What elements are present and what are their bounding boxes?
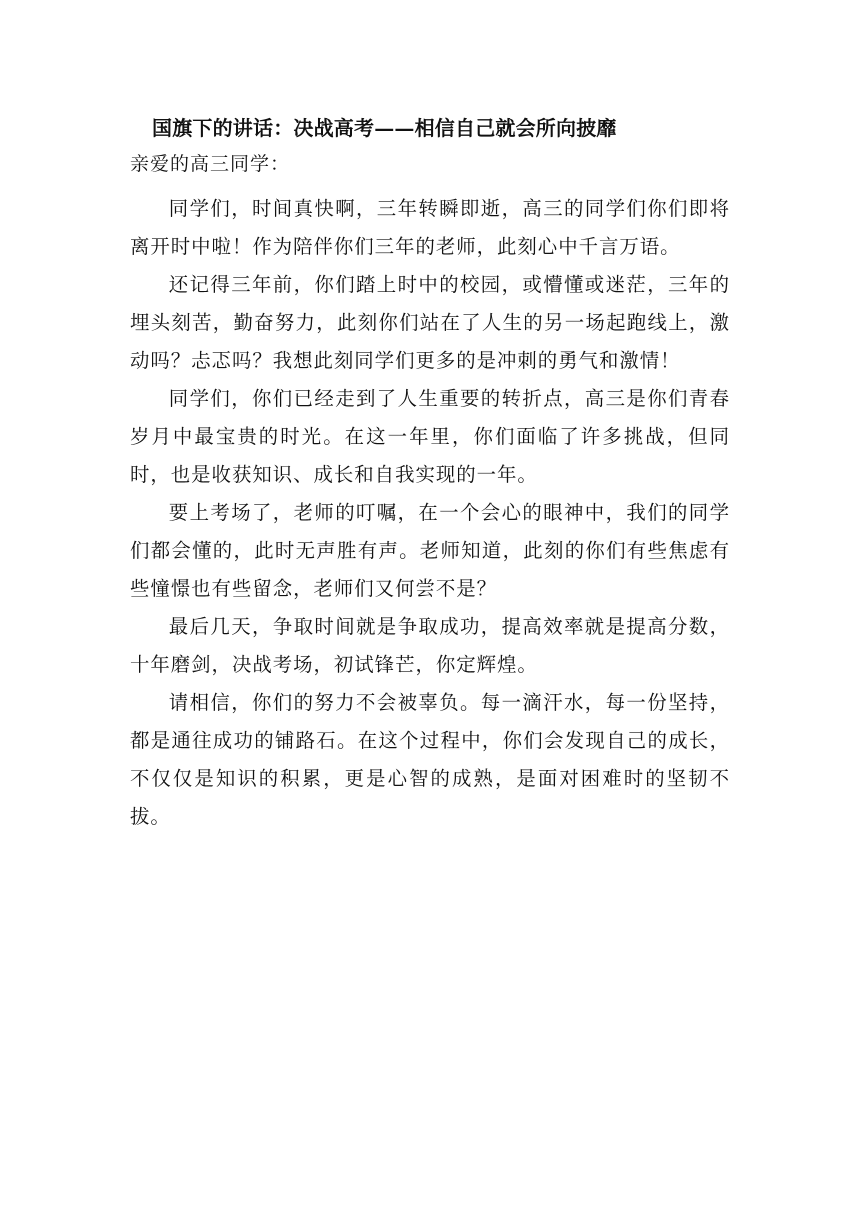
paragraph-2: 还记得三年前，你们踏上时中的校园，或懵懂或迷茫，三年的埋头刻苦，勤奋努力，此刻你们站在了人生的另一场起跑线上，激动吗？忐忑吗？我想此刻同学们更多的是冲刺的勇气和激情！ xyxy=(130,273,730,372)
paragraph-4: 要上考场了，老师的叮嘱，在一个会心的眼神中，我们的同学们都会懂的，此时无声胜有声。老师知道，此刻的你们有些焦虑有些憧憬也有些留念，老师们又何尝不是？ xyxy=(130,501,730,600)
paragraph-5: 最后几天，争取时间就是争取成功，提高效率就是提高分数，十年磨剑，决战考场，初试锋芒，你定辉煌。 xyxy=(130,615,730,676)
document-body xyxy=(130,108,730,836)
paragraph-6: 请相信，你们的努力不会被辜负。每一滴汗水，每一份坚持，都是通往成功的铺路石。在这个过程中，你们会发现自己的成长，不仅仅是知识的积累，更是心智的成熟，是面对困难时的坚韧不拔。 xyxy=(130,691,730,828)
salutation: 亲爱的高三同学： xyxy=(130,153,291,175)
paragraph-3: 同学们，你们已经走到了人生重要的转折点，高三是你们青春岁月中最宝贵的时光。在这一年里，你们面临了许多挑战，但同时，也是收获知识、成长和自我实现的一年。 xyxy=(130,387,730,486)
paragraph-1: 同学们，时间真快啊，三年转瞬即逝，高三的同学们你们即将离开时中啦！作为陪伴你们三年的老师，此刻心中千言万语。 xyxy=(130,197,730,258)
document-title: 国旗下的讲话：决战高考——相信自己就会所向披靡 xyxy=(152,116,617,140)
